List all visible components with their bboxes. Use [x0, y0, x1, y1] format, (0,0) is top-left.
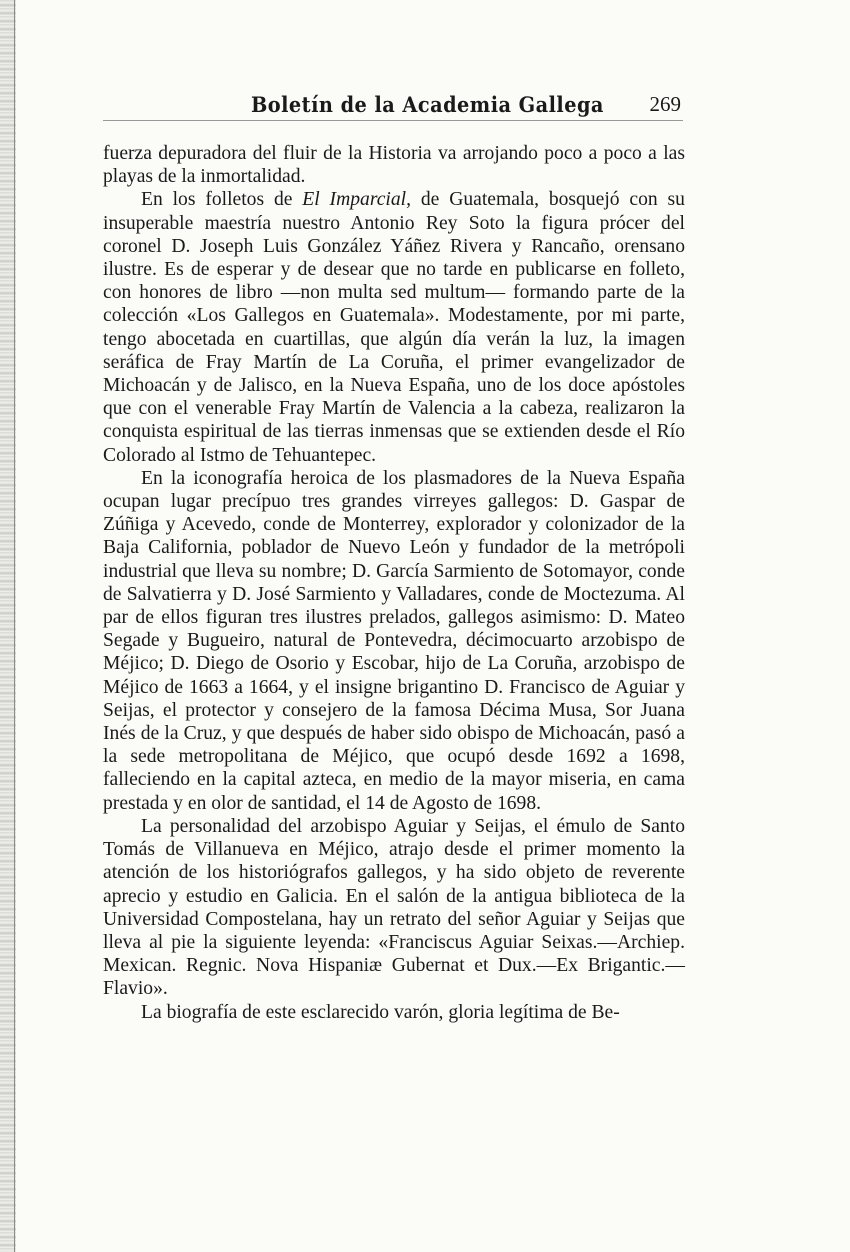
- paragraph-2-start: En los folletos de: [141, 189, 303, 211]
- page-number: 269: [649, 92, 681, 116]
- header-divider: [103, 120, 683, 121]
- paragraph-5: La biografía de este esclarecido varón, gloria legítima de Be-: [141, 1001, 620, 1023]
- paragraph-2: [103, 188, 685, 466]
- periodical-title: El Imparcial,: [302, 189, 412, 211]
- body-text: [103, 142, 685, 1024]
- binding-line: [14, 0, 15, 1252]
- paragraph-3: En la iconografía heroica de los plasmadores de la Nueva España ocupan lugar precípuo tres grandes virreyes gallegos: D. Gaspar de Zúñiga y Acevedo, conde de Monterrey, explorador y colonizador de la Baja California, poblador de Nuevo León y fundador de la metrópoli industrial que lleva su nombre; D. García Sarmiento de Sotomayor, conde de Salvatierra y D. José Sarmiento y Valladares, conde de Moctezuma. Al par de ellos figuran tres ilustres prelados, gallegos asimismo: D. Mateo Segade y Bugueiro, natural de Pontevedra, décimocuarto arzobispo de Méjico; D. Diego de Osorio y Escobar, hijo de La Coruña, arzobispo de Méjico de 1663 a 1664, y el insigne brigantino D. Francisco de Aguiar y Seijas, el protector y consejero de la famosa Décima Musa, Sor Juana Inés de la Cruz, y que después de haber sido obispo de Michoacán, pasó a la sede metropolitana de Méjico, que ocupó desde 1692 a 1698, falleciendo en la capital azteca, en medio de la mayor miseria, en cama prestada y en olor de santidad, el 14 de Agosto de 1698.: [103, 467, 685, 814]
- paragraph-2-rest: de Guatemala, bosquejó con su insuperable maestría nuestro Antonio Rey Soto la figura prócer del coronel D. Joseph Luis González Yáñez Rivera y Rancaño, orensano ilustre. Es de esperar y de desear que no tarde en publicarse en folleto, con honores de libro —non multa sed multum— formando parte de la colección «Los Gallegos en Guatemala». Modestamente, por mi parte, tengo abocetada en cuartillas, que algún día verán la luz, la imagen seráfica de Fray Martín de La Coruña, el primer evangelizador de Michoacán y de Jalisco, en la Nueva España, uno de los doce apóstoles que con el venerable Fray Martín de Valencia a la cabeza, realizaron la conquista espiritual de las tierras inmensas que se extienden desde el Río Colorado al Istmo de Tehuantepec.: [103, 189, 685, 466]
- running-title: Boletín de la Academia Gallega: [251, 92, 604, 117]
- paragraph-4: La personalidad del arzobispo Aguiar y Seijas, el émulo de Santo Tomás de Villanueva en Méjico, atrajo desde el primer momento la atención de los historiógrafos gallegos, y ha sido objeto de reverente aprecio y estudio en Galicia. En el salón de la antigua biblioteca de la Universidad Compostelana, hay un retrato del señor Aguiar y Seijas que lleva al pie la siguiente leyenda: «Franciscus Aguiar Seixas.—Archiep. Mexican. Regnic. Nova Hispaniæ Gubernat et Dux.—Ex Brigantic.—Flavio».: [103, 815, 685, 1000]
- page-header: [103, 92, 683, 118]
- paragraph-1: fuerza depuradora del fluir de la Historia va arrojando poco a poco a las playas de la inmortalidad.: [103, 143, 685, 188]
